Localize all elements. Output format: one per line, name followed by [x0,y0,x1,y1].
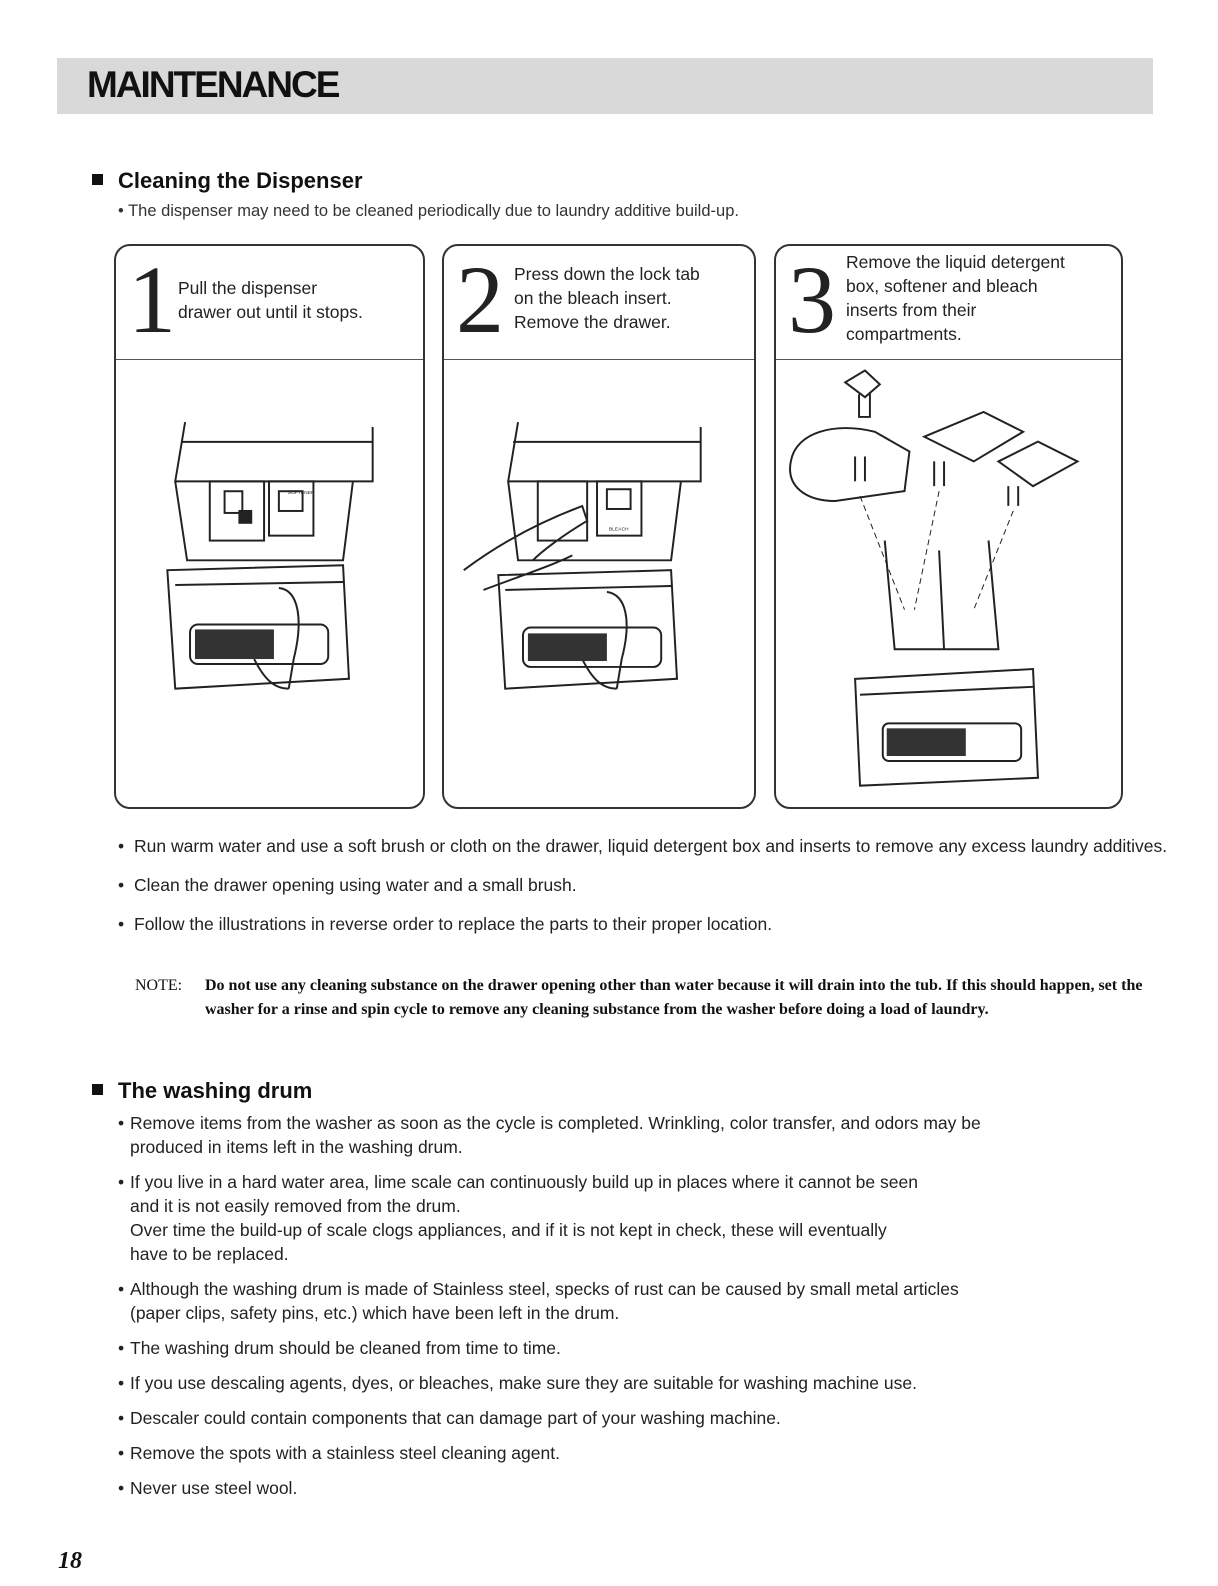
step-text-3: Remove the liquid detergent box, softener and bleach inserts from their compartments. [846,252,1065,344]
bleach-label: BLEACH [608,527,629,533]
step-panel-2 [442,244,756,809]
dispenser-heading [92,168,363,194]
dispenser-heading-text: Cleaning the Dispenser [118,168,363,193]
step-header-1 [116,246,423,360]
drum-heading [92,1078,312,1104]
step-text-1: Pull the dispenser drawer out until it stops. [178,278,363,322]
step-number-2: 2 [456,246,504,353]
page-title: MAINTENANCE [87,64,339,105]
page-number: 18 [58,1548,82,1574]
step-header-2 [444,246,754,360]
step-panel-3 [774,244,1123,809]
list-item: • Run warm water and use a soft brush or cloth on the drawer, liquid detergent box and inserts to remove any excess laundry additives. [118,834,1168,858]
list-item: • Clean the drawer opening using water and a small brush. [118,873,1168,897]
list-item: • Remove items from the washer as soon as the cycle is completed. Wrinkling, color transfer, and odors may be produced in items left in the washing drum. [118,1111,1178,1159]
list-item: • The washing drum should be cleaned from time to time. [118,1336,1178,1360]
step-header-3 [776,246,1121,360]
list-item: • Descaler could contain components that can damage part of your washing machine. [118,1406,1178,1430]
square-bullet-icon [92,174,103,185]
list-item: • Never use steel wool. [118,1476,1178,1500]
note-text: Do not use any cleaning substance on the drawer opening other than water because it will drain into the tub. If this should happen, set the washer for a rinse and spin cycle to remove any cleaning substance from the washer before doing a load of laundry. [205,977,1143,1018]
lock-tab-illustration [444,360,754,809]
softener-label: SOFTENER [287,491,315,497]
dispenser-intro: • The dispenser may need to be cleaned periodically due to laundry additive build-up. [118,202,739,220]
step-panel-1 [114,244,425,809]
drum-bullet-list [118,1111,1178,1511]
drum-heading-text: The washing drum [118,1078,313,1103]
list-item: • Remove the spots with a stainless steel cleaning agent. [118,1441,1178,1465]
header-bar [57,58,1153,114]
dispenser-bullet-list [118,834,1168,951]
list-item: • Follow the illustrations in reverse order to replace the parts to their proper location. [118,912,1168,936]
square-bullet-icon [92,1084,103,1095]
step-text-2: Press down the lock tab on the bleach insert. Remove the drawer. [514,264,700,332]
step-number-1: 1 [128,246,176,353]
list-item: • If you live in a hard water area, lime scale can continuously build up in places where it cannot be seen and it is not easily removed from the drum. Over time the build-up of scale clogs appliances, and if it is not kept in check, these will eventually have to be replaced. [118,1170,1178,1266]
note-label: NOTE: [135,977,183,994]
list-item: • If you use descaling agents, dyes, or bleaches, make sure they are suitable for washing machine use. [118,1371,1178,1395]
insert-removal-illustration [776,360,1121,809]
drawer-pull-illustration [116,360,423,809]
step-number-3: 3 [788,246,836,353]
list-item: • Although the washing drum is made of Stainless steel, specks of rust can be caused by small metal articles (paper clips, safety pins, etc.) which have been left in the drum. [118,1277,1178,1325]
